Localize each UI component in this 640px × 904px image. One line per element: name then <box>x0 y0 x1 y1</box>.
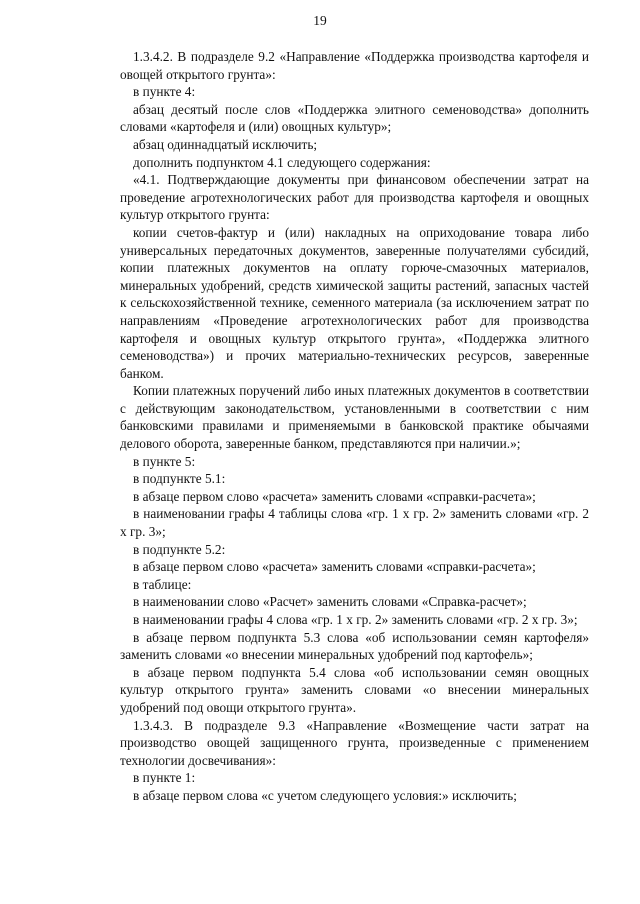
paragraph-subitem-5-2: в подпункте 5.2: <box>133 541 226 557</box>
page-number: 19 <box>313 13 327 28</box>
paragraph-abzac-11: абзац одиннадцатый исключить; <box>133 136 318 152</box>
paragraph-item-5: в пункте 5: <box>133 453 196 469</box>
paragraph-1-3-4-2-heading: 1.3.4.2. В подразделе 9.2 «Направление «Поддержка производства картофеля и овощей открытого грунта»: <box>120 49 589 82</box>
paragraph-table-column-4: в наименовании графы 4 слова «гр. 1 х гр. 2» заменить словами «гр. 2 х гр. 3»; <box>133 612 578 627</box>
paragraph-item-1: в пункте 1: <box>133 770 196 786</box>
paragraph-5-3: в абзаце первом подпункта 5.3 слова «об использовании семян картофеля» заменить словами «о внесении минеральных удобрений под картофель»; <box>120 629 589 663</box>
paragraph-add-4-1: дополнить подпунктом 4.1 следующего содержания: <box>133 154 431 170</box>
document-body <box>120 48 589 805</box>
paragraph-1-3-4-3-heading: 1.3.4.3. В подразделе 9.3 «Направление «Возмещение части затрат на производство овощей защищенного грунта, произведенные с применением технологии досвечивания»: <box>120 717 589 768</box>
paragraph-5-2-abzac-1: в абзаце первом слово «расчета» заменить словами «справки-расчета»; <box>133 559 536 575</box>
paragraph-in-table: в таблице: <box>133 576 192 592</box>
paragraph-item-4: в пункте 4: <box>133 84 196 100</box>
paragraph-subitem-5-1: в подпункте 5.1: <box>133 471 226 487</box>
paragraph-5-4: в абзаце первом подпункта 5.4 слова «об использовании семян овощных культур открытого грунта» заменить словами «о внесении минеральных удобрений под овощи открытого грунта». <box>120 664 589 715</box>
paragraph-invoices: копии счетов-фактур и (или) накладных на оприходование товара либо универсальных передаточных документов, заверенные получателями субсидий, копии платежных документов на оплату горюче-смазочных материалов, минеральных удобрений, средств химической защиты растений, запасных частей к сельскохозяйственной технике, семенного материала (за исключением затрат по направлениям «Проведение агротехнологических работ для производства картофеля и овощных культур открытого грунта», «Поддержка элитного семеноводства») и прочих материально-технических ресурсов, заверенные банком. <box>120 224 589 381</box>
paragraph-4-1-text: «4.1. Подтверждающие документы при финансовом обеспечении затрат на проведение агротехнологических работ для производства картофеля и овощных культур открытого грунта: <box>120 172 589 223</box>
paragraph-item-1-abzac-1: в абзаце первом слова «с учетом следующего условия:» исключить; <box>133 787 517 803</box>
paragraph-5-1-abzac-1: в абзаце первом слово «расчета» заменить словами «справки-расчета»; <box>133 488 536 504</box>
paragraph-abzac-10: абзац десятый после слов «Поддержка элитного семеноводства» дополнить словами «картофеля и (или) овощных культур»; <box>120 101 589 135</box>
paragraph-5-1-column-4: в наименовании графы 4 таблицы слова «гр. 1 х гр. 2» заменить словами «гр. 2 х гр. 3»; <box>120 506 589 540</box>
paragraph-payment-orders: Копии платежных поручений либо иных платежных документов в соответствии с действующим законодательством, установленными в соответствии с ним банковскими правилами и применяемыми в банковской практике обычаями делового оборота, заверенные банком, представляются при наличии.»; <box>120 383 589 452</box>
paragraph-table-title: в наименовании слово «Расчет» заменить словами «Справка-расчет»; <box>133 594 527 610</box>
